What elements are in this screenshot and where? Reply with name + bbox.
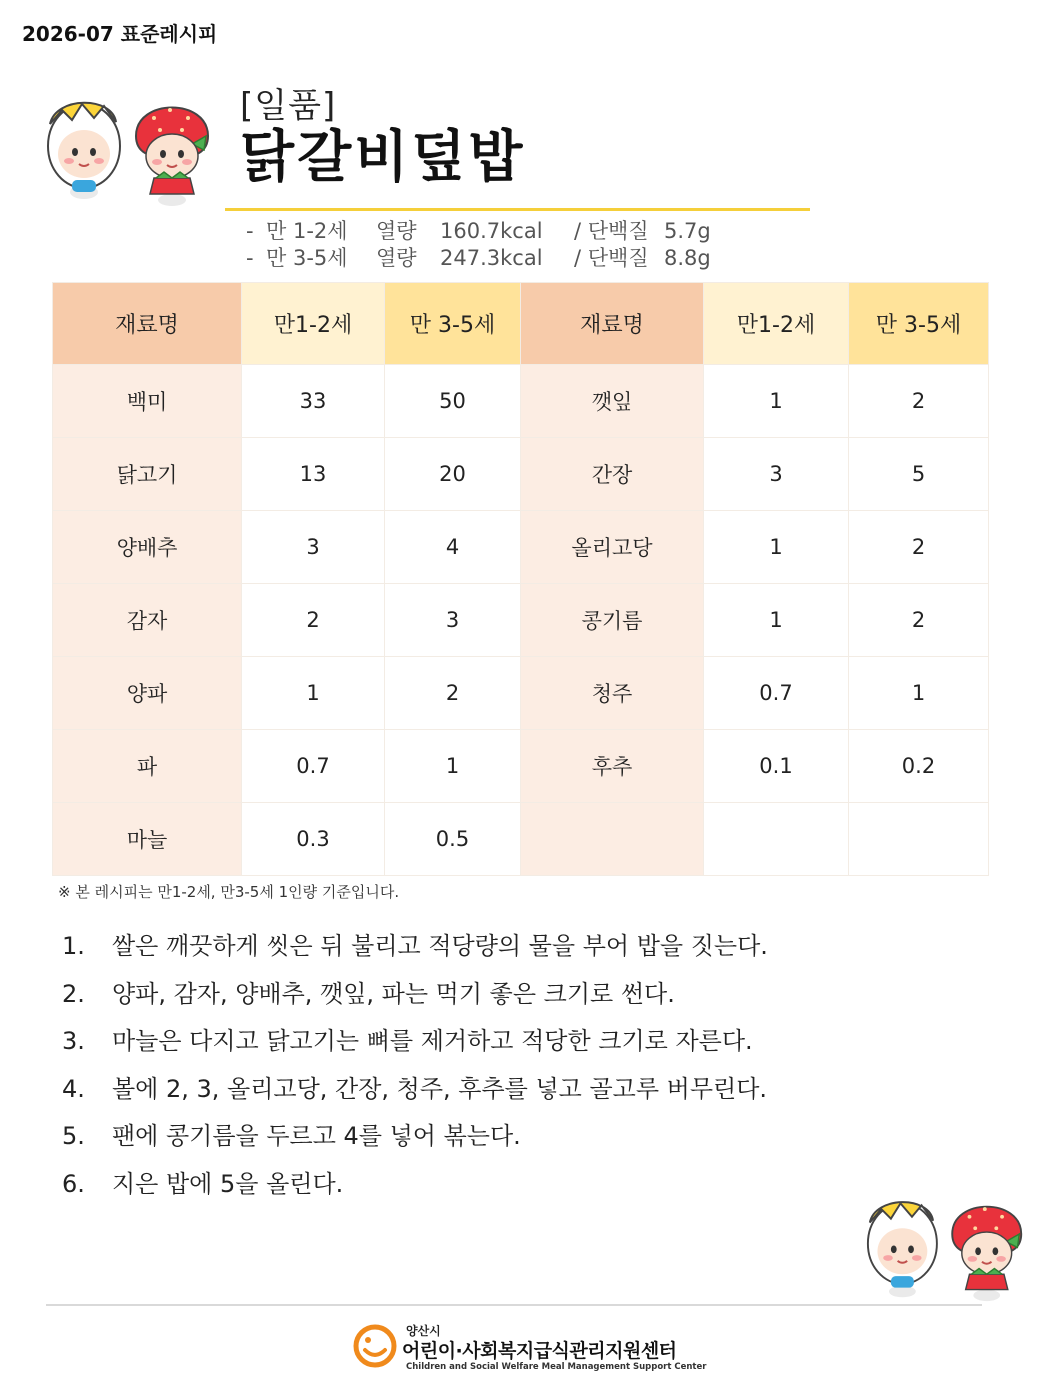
protein-label: / 단백질 xyxy=(574,246,649,270)
amount-age-3-5: 5 xyxy=(849,438,989,511)
amount-age-3-5: 1 xyxy=(385,730,521,803)
amount-age-3-5 xyxy=(849,803,989,876)
table-row xyxy=(53,365,989,438)
nutrition-row xyxy=(246,245,711,272)
table-row xyxy=(53,438,989,511)
amount-age-1-2: 3 xyxy=(242,511,385,584)
protein-label: / 단백질 xyxy=(574,219,649,243)
age-group: 만 1-2세 xyxy=(266,219,348,243)
amount-age-1-2: 1 xyxy=(704,365,849,438)
footer-logo-block xyxy=(352,1322,712,1378)
amount-age-1-2: 1 xyxy=(704,511,849,584)
amount-age-3-5: 3 xyxy=(385,584,521,657)
step-number: 1. xyxy=(62,932,85,960)
nutrition-row xyxy=(246,218,711,245)
amount-age-1-2: 1 xyxy=(704,584,849,657)
instruction-step xyxy=(62,1118,768,1166)
mascots-top xyxy=(42,88,217,208)
protein-value: 5.7g xyxy=(664,219,711,243)
step-number: 6. xyxy=(62,1169,85,1198)
calorie-value: 160.7kcal xyxy=(440,219,543,243)
footer-city: 양산시 xyxy=(406,1324,441,1338)
ingredient-name: 올리고당 xyxy=(521,511,704,584)
strawberry-mascot-icon xyxy=(136,108,208,207)
footer-divider xyxy=(46,1304,982,1306)
amount-age-1-2: 33 xyxy=(242,365,385,438)
footer-center-name-en: Children and Social Welfare Meal Management Support Center xyxy=(406,1362,707,1372)
ingredient-name: 청주 xyxy=(521,657,704,730)
column-header-ingredient: 재료명 xyxy=(521,283,704,365)
amount-age-3-5: 2 xyxy=(849,584,989,657)
table-row xyxy=(53,511,989,584)
step-number: 4. xyxy=(62,1074,85,1103)
calorie-label: 열량 xyxy=(376,246,417,270)
ingredient-name: 양배추 xyxy=(53,511,242,584)
document-code: 2026-07 표준레시피 xyxy=(22,22,218,46)
step-number: 3. xyxy=(62,1027,85,1055)
ingredient-name: 후추 xyxy=(521,730,704,803)
step-text: 쌀은 깨끗하게 씻은 뒤 불리고 적당량의 물을 부어 밥을 짓는다. xyxy=(112,932,768,960)
amount-age-1-2: 1 xyxy=(242,657,385,730)
amount-age-1-2: 0.1 xyxy=(704,730,849,803)
column-header-ingredient: 재료명 xyxy=(53,283,242,365)
amount-age-1-2: 2 xyxy=(242,584,385,657)
step-text: 볼에 2, 3, 올리고당, 간장, 청주, 후추를 넣고 골고루 버무린다. xyxy=(112,1074,768,1103)
nutrition-info xyxy=(246,218,711,272)
age-group: 만 3-5세 xyxy=(266,246,348,270)
step-text: 마늘은 다지고 닭고기는 뼈를 제거하고 적당한 크기로 자른다. xyxy=(112,1027,753,1055)
instruction-step xyxy=(62,976,768,1024)
amount-age-3-5: 20 xyxy=(385,438,521,511)
step-text: 팬에 콩기름을 두르고 4를 넣어 볶는다. xyxy=(112,1122,521,1150)
column-header-age-1-2: 만1-2세 xyxy=(704,283,849,365)
step-text: 양파, 감자, 양배추, 깻잎, 파는 먹기 좋은 크기로 썬다. xyxy=(112,979,675,1008)
bullet-dash: - xyxy=(246,219,254,243)
recipe-basis-note: ※ 본 레시피는 만1-2세, 만3-5세 1인량 기준입니다. xyxy=(58,883,400,901)
amount-age-1-2: 13 xyxy=(242,438,385,511)
ingredient-name: 감자 xyxy=(53,584,242,657)
amount-age-3-5: 4 xyxy=(385,511,521,584)
ingredient-name: 깻잎 xyxy=(521,365,704,438)
egg-mascot-icon xyxy=(868,1202,937,1297)
ingredient-name: 마늘 xyxy=(53,803,242,876)
instruction-step xyxy=(62,1071,768,1119)
table-row xyxy=(53,730,989,803)
mascots-bottom xyxy=(860,1188,1032,1303)
amount-age-3-5: 2 xyxy=(849,511,989,584)
ingredient-name: 닭고기 xyxy=(53,438,242,511)
table-row xyxy=(53,657,989,730)
instruction-step xyxy=(62,1166,768,1214)
calorie-label: 열량 xyxy=(376,219,417,243)
instruction-step xyxy=(62,1023,768,1071)
calorie-value: 247.3kcal xyxy=(440,246,543,270)
footer-center-name: 어린이·사회복지급식관리지원센터 xyxy=(402,1340,677,1362)
table-header-row xyxy=(53,283,989,365)
step-number: 2. xyxy=(62,979,85,1008)
step-number: 5. xyxy=(62,1122,85,1150)
amount-age-1-2 xyxy=(704,803,849,876)
strawberry-mascot-icon xyxy=(952,1207,1021,1301)
column-header-age-1-2: 만1-2세 xyxy=(242,283,385,365)
table-row xyxy=(53,803,989,876)
step-text: 지은 밥에 5을 올린다. xyxy=(112,1169,344,1198)
ingredient-name: 파 xyxy=(53,730,242,803)
protein-value: 8.8g xyxy=(664,246,711,270)
column-header-age-3-5: 만 3-5세 xyxy=(849,283,989,365)
ingredient-name: 콩기름 xyxy=(521,584,704,657)
title-block xyxy=(240,86,525,190)
amount-age-3-5: 0.2 xyxy=(849,730,989,803)
column-header-age-3-5: 만 3-5세 xyxy=(385,283,521,365)
ingredient-name xyxy=(521,803,704,876)
instruction-step xyxy=(62,928,768,976)
table-row xyxy=(53,584,989,657)
amount-age-1-2: 0.7 xyxy=(242,730,385,803)
amount-age-3-5: 2 xyxy=(849,365,989,438)
amount-age-1-2: 0.3 xyxy=(242,803,385,876)
bullet-dash: - xyxy=(246,246,254,270)
amount-age-3-5: 50 xyxy=(385,365,521,438)
title-underline xyxy=(225,208,810,211)
amount-age-1-2: 3 xyxy=(704,438,849,511)
center-logo-icon xyxy=(352,1322,398,1368)
ingredient-table xyxy=(52,282,989,876)
ingredient-name: 간장 xyxy=(521,438,704,511)
amount-age-3-5: 2 xyxy=(385,657,521,730)
egg-mascot-icon xyxy=(48,103,120,199)
dish-title: 닭갈비덮밥 xyxy=(240,125,526,190)
ingredient-name: 양파 xyxy=(53,657,242,730)
ingredient-name: 백미 xyxy=(53,365,242,438)
amount-age-3-5: 1 xyxy=(849,657,989,730)
amount-age-1-2: 0.7 xyxy=(704,657,849,730)
instruction-list xyxy=(62,928,768,1213)
dish-category: [일품] xyxy=(240,86,337,126)
amount-age-3-5: 0.5 xyxy=(385,803,521,876)
